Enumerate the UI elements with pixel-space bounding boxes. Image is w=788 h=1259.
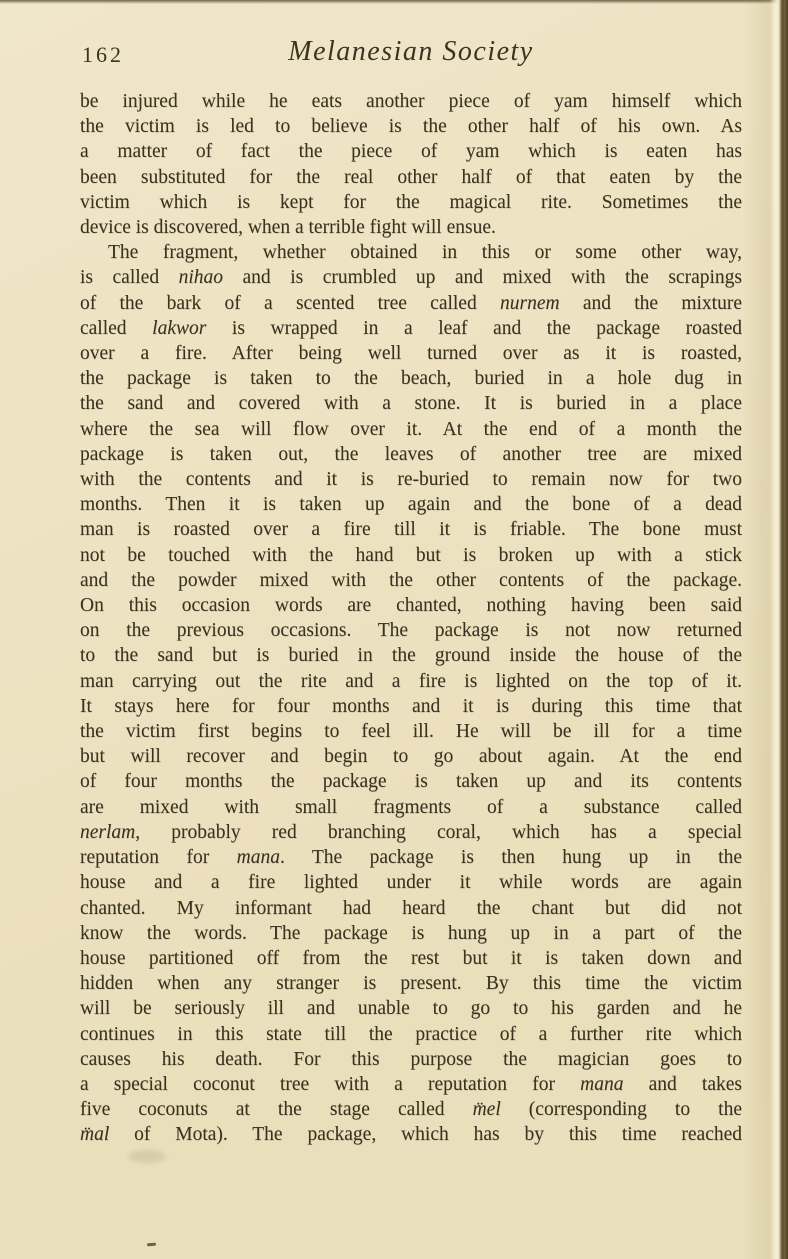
- text-line: [80, 1072, 742, 1097]
- text-segment: called: [80, 317, 153, 339]
- text-segment: the victim is led to believe is the other half of his own. As: [80, 116, 742, 138]
- text-line: [80, 391, 742, 416]
- text-line: [80, 366, 742, 391]
- native-term-italic: nihao: [178, 267, 224, 289]
- text-line: [80, 946, 742, 971]
- text-segment: It stays here for four months and it is during this time that: [80, 695, 742, 717]
- text-segment: and takes: [623, 1073, 742, 1095]
- page-top-edge-shadow: [0, 0, 788, 4]
- text-segment: been substituted for the real other half of that eaten by the: [80, 166, 742, 188]
- text-segment: but will recover and begin to go about again. At the end: [80, 746, 742, 768]
- text-segment: and the mixture: [559, 292, 742, 314]
- text-segment: is called: [80, 267, 179, 289]
- text-segment: be injured while he eats another piece of yam himself which: [80, 91, 742, 112]
- text-line: [80, 1097, 742, 1122]
- text-segment: and is crumbled up and mixed with the scrapings: [223, 267, 742, 289]
- text-segment: chanted. My informant had heard the chant but did not: [80, 897, 742, 919]
- text-line: [80, 1122, 742, 1147]
- text-line: [80, 870, 742, 895]
- text-segment: where the sea will flow over it. At the end of a month the: [80, 418, 742, 440]
- text-line: [80, 568, 742, 593]
- native-term-italic: m̈el: [472, 1099, 501, 1121]
- text-line: [80, 291, 742, 316]
- text-line: [80, 719, 742, 744]
- text-segment: is wrapped in a leaf and the package roasted: [206, 317, 742, 339]
- text-segment: on the previous occasions. The package is not now returned: [80, 620, 742, 642]
- text-segment: . The package is then hung up in the: [279, 847, 743, 869]
- text-segment: On this occasion words are chanted, nothing having been said: [80, 595, 742, 617]
- text-line: [80, 643, 742, 668]
- text-segment: The fragment, whether obtained in this or some other way,: [108, 242, 742, 264]
- text-line: [80, 1047, 742, 1072]
- text-segment: (corresponding to the: [500, 1099, 742, 1121]
- text-segment: the victim first begins to feel ill. He will be ill for a time: [80, 721, 742, 743]
- running-head-title: Melanesian Society: [288, 36, 534, 67]
- text-segment: house partitioned off from the rest but it is taken down and: [80, 947, 742, 969]
- text-line: [80, 795, 742, 820]
- text-segment: of Mota). The package, which has by this time reached: [109, 1124, 742, 1146]
- text-line: [80, 921, 742, 946]
- text-segment: will be seriously ill and unable to go to his garden and he: [80, 998, 742, 1020]
- native-term-italic: lakwor: [152, 317, 207, 339]
- text-line: [80, 769, 742, 794]
- text-line: [80, 820, 742, 845]
- text-segment: man is roasted over a fire till it is friable. The bone must: [80, 519, 742, 541]
- text-line: [80, 316, 742, 341]
- text-line: [80, 190, 742, 215]
- text-line: [80, 996, 742, 1021]
- text-line: [80, 543, 742, 568]
- native-term-italic: nerlam: [80, 821, 136, 843]
- native-term-italic: mana: [580, 1073, 624, 1095]
- text-segment: continues in this state till the practice of a further rite which: [80, 1023, 742, 1045]
- text-line: [80, 341, 742, 366]
- text-line: [80, 694, 742, 719]
- page-number: 162: [82, 42, 124, 67]
- text-line: [80, 165, 742, 190]
- native-term-italic: m̈al: [80, 1124, 110, 1146]
- text-line: [80, 1022, 742, 1047]
- text-line: [80, 417, 742, 442]
- text-line: [80, 971, 742, 996]
- text-segment: package is taken out, the leaves of another tree are mixed: [80, 443, 742, 465]
- text-line: [80, 744, 742, 769]
- text-segment: , probably red branching coral, which has a special: [135, 821, 742, 843]
- native-term-italic: nurnem: [499, 292, 560, 314]
- text-segment: a matter of fact the piece of yam which is eaten has: [80, 141, 742, 163]
- text-segment: man carrying out the rite and a fire is lighted on the top of it.: [80, 670, 742, 692]
- text-line: [80, 240, 742, 265]
- text-line: [80, 517, 742, 542]
- text-segment: victim which is kept for the magical rite. Sometimes the: [80, 191, 742, 213]
- text-line: [80, 896, 742, 921]
- ink-speck: [147, 1243, 156, 1247]
- text-segment: with the contents and it is re-buried to remain now for two: [80, 469, 742, 491]
- text-segment: over a fire. After being well turned over as it is roasted,: [80, 343, 742, 365]
- text-line: [80, 467, 742, 492]
- text-line: [80, 215, 742, 240]
- text-segment: know the words. The package is hung up in a part of the: [80, 922, 742, 944]
- native-term-italic: mana: [236, 847, 280, 869]
- text-line: [80, 593, 742, 618]
- text-line: [80, 492, 742, 517]
- text-segment: a special coconut tree with a reputation for: [80, 1073, 581, 1095]
- page-right-edge-shadow: [742, 0, 788, 1259]
- text-line: [80, 618, 742, 643]
- text-line: [80, 139, 742, 164]
- text-line: [80, 845, 742, 870]
- text-line: [80, 114, 742, 139]
- text-segment: reputation for: [80, 847, 237, 869]
- text-segment: causes his death. For this purpose the magician goes to: [80, 1048, 742, 1070]
- text-segment: device is discovered, when a terrible fight will ensue.: [80, 217, 496, 239]
- text-segment: the package is taken to the beach, buried in a hole dug in: [80, 368, 742, 390]
- text-segment: of four months the package is taken up and its contents: [80, 771, 742, 793]
- text-segment: are mixed with small fragments of a substance called: [80, 796, 742, 818]
- text-segment: the sand and covered with a stone. It is buried in a place: [80, 393, 742, 415]
- text-segment: to the sand but is buried in the ground inside the house of the: [80, 645, 742, 667]
- text-line: [80, 442, 742, 467]
- text-segment: not be touched with the hand but is broken up with a stick: [80, 544, 742, 566]
- text-line: [80, 669, 742, 694]
- text-block: [80, 89, 742, 1148]
- text-line: [80, 265, 742, 290]
- text-segment: and the powder mixed with the other contents of the package.: [80, 569, 742, 591]
- text-segment: five coconuts at the stage called: [80, 1099, 473, 1121]
- text-segment: hidden when any stranger is present. By this time the victim: [80, 973, 742, 995]
- text-segment: house and a fire lighted under it while words are again: [80, 872, 742, 894]
- running-header: [80, 36, 742, 72]
- paragraph: [80, 240, 742, 1147]
- paragraph: [80, 89, 742, 240]
- text-segment: months. Then it is taken up again and the bone of a dead: [80, 494, 742, 516]
- paper-smudge: [128, 1150, 166, 1163]
- text-segment: of the bark of a scented tree called: [80, 292, 500, 314]
- text-line: [80, 89, 742, 114]
